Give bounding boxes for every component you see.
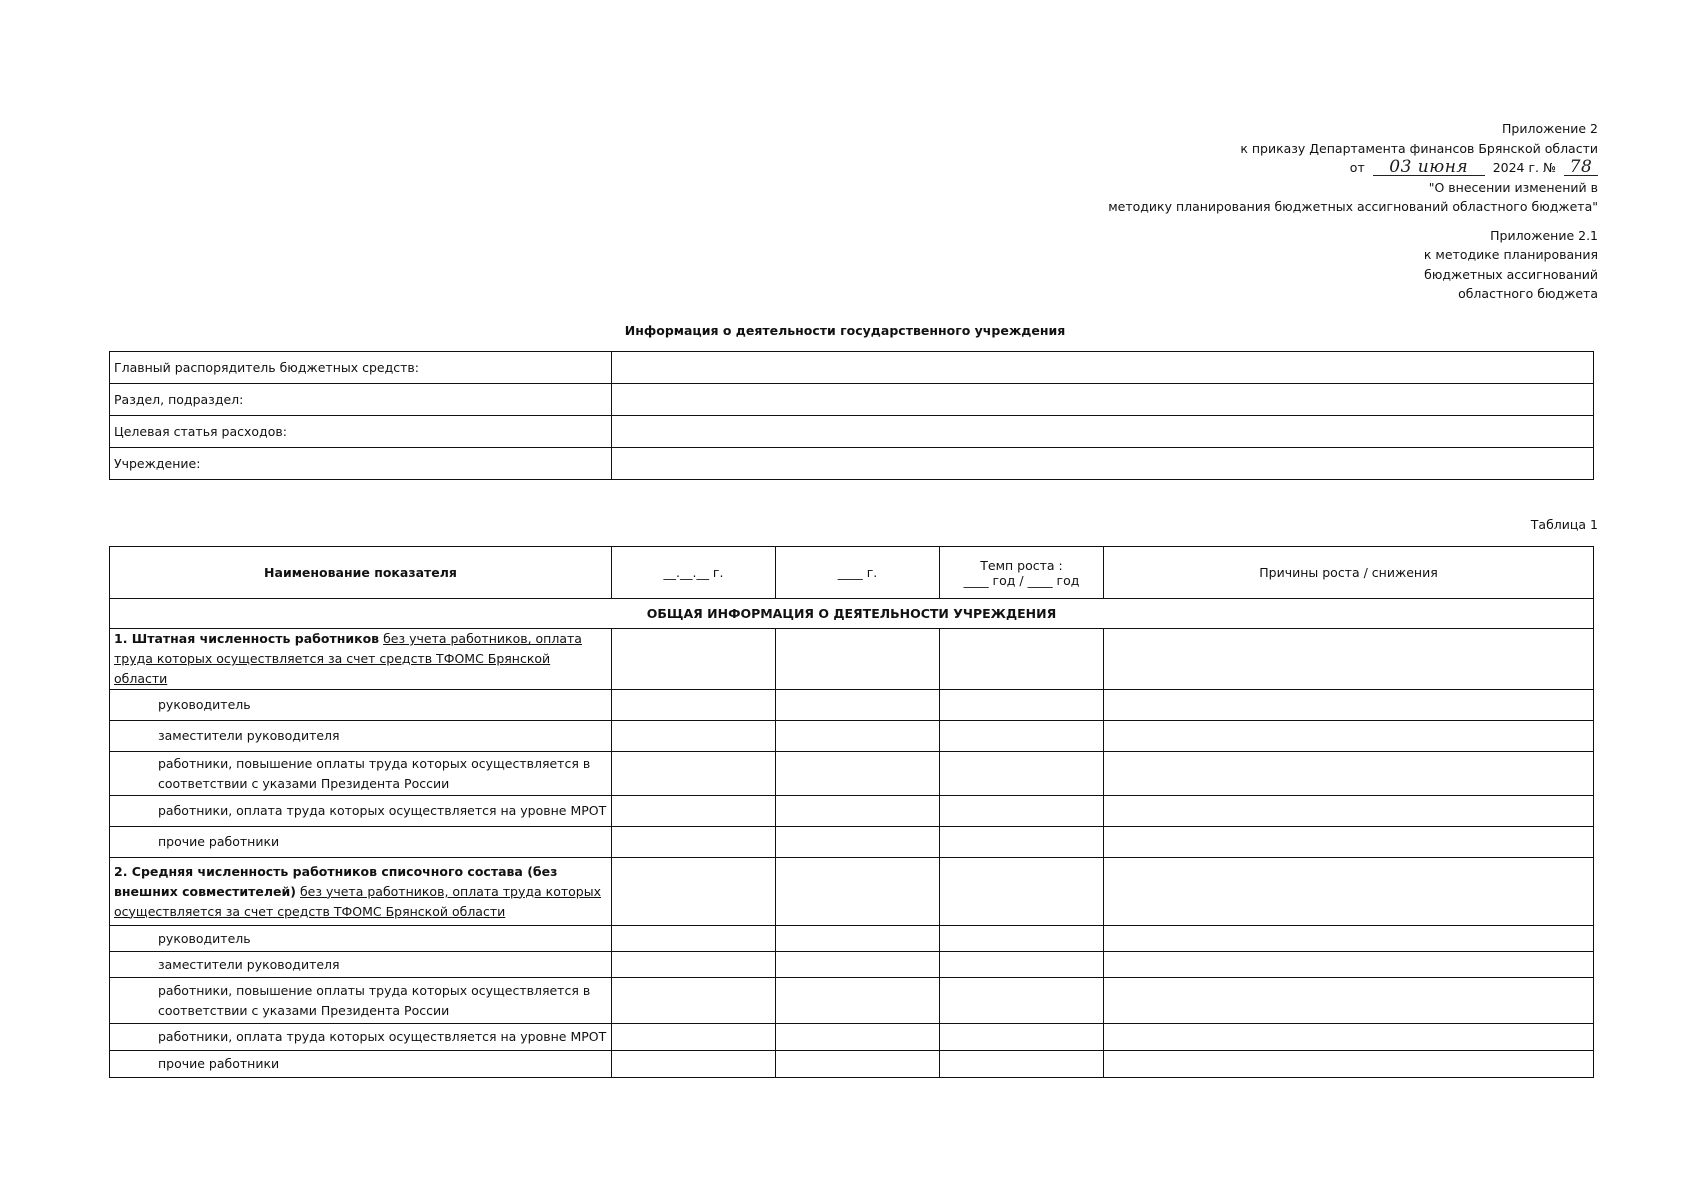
sub-row-label: руководитель (110, 690, 612, 721)
value-cell[interactable] (612, 926, 776, 952)
info-row (110, 416, 1594, 448)
table-row (110, 752, 1594, 796)
value-cell[interactable] (1104, 796, 1594, 827)
value-cell[interactable] (612, 858, 776, 926)
value-cell[interactable] (1104, 827, 1594, 858)
info-table (109, 351, 1594, 480)
value-cell[interactable] (776, 1051, 940, 1078)
growth-rate-years: ____ год / ____ год (963, 572, 1080, 588)
table-row (110, 926, 1594, 952)
group-1-label (110, 629, 612, 690)
table-caption: Таблица 1 (1530, 517, 1598, 532)
table-row (110, 858, 1594, 926)
value-cell[interactable] (1104, 629, 1594, 690)
sub-row-label: прочие работники (110, 827, 612, 858)
value-cell[interactable] (612, 1024, 776, 1051)
group-2-bold: 2. Средняя численность работников списочного состава (без внешних совместителей) (114, 863, 558, 899)
info-label: Целевая статья расходов: (110, 416, 612, 448)
value-cell[interactable] (776, 952, 940, 978)
value-cell[interactable] (612, 796, 776, 827)
date-prefix: от (1349, 160, 1365, 175)
handwritten-date: 03 июня (1373, 159, 1485, 176)
info-label: Раздел, подраздел: (110, 384, 612, 416)
value-cell[interactable] (1104, 952, 1594, 978)
group-2-label (110, 858, 612, 926)
sub-row-label: работники, повышение оплаты труда которых осуществляется в соответствии с указами Президента России (110, 978, 612, 1024)
table-row (110, 629, 1594, 690)
value-cell[interactable] (612, 690, 776, 721)
value-cell[interactable] (940, 721, 1104, 752)
sub-row-label: работники, оплата труда которых осуществляется на уровне МРОТ (110, 1024, 612, 1051)
value-cell[interactable] (612, 952, 776, 978)
info-value-cell[interactable] (612, 352, 1594, 384)
info-row (110, 352, 1594, 384)
section-row (110, 599, 1594, 629)
methodology-line-1: к методике планирования (1423, 247, 1598, 262)
info-value-cell[interactable] (612, 416, 1594, 448)
year-label: 2024 г. № (1492, 160, 1557, 175)
value-cell[interactable] (940, 1051, 1104, 1078)
value-cell[interactable] (612, 978, 776, 1024)
value-cell[interactable] (1104, 978, 1594, 1024)
order-reference: к приказу Департамента финансов Брянской области (1240, 140, 1598, 156)
table-row (110, 827, 1594, 858)
value-cell[interactable] (940, 1024, 1104, 1051)
value-cell[interactable] (776, 752, 940, 796)
sub-row-label: заместители руководителя (110, 721, 612, 752)
subject-line-2: методику планирования бюджетных ассигнований областного бюджета" (1108, 199, 1598, 214)
sub-row-label: работники, оплата труда которых осуществляется на уровне МРОТ (110, 796, 612, 827)
handwritten-number: 78 (1564, 159, 1598, 176)
table-row (110, 796, 1594, 827)
info-label: Учреждение: (110, 448, 612, 480)
value-cell[interactable] (940, 858, 1104, 926)
header-growth-rate (940, 547, 1104, 599)
value-cell[interactable] (1104, 926, 1594, 952)
section-title: ОБЩАЯ ИНФОРМАЦИЯ О ДЕЯТЕЛЬНОСТИ УЧРЕЖДЕНИЯ (110, 599, 1594, 629)
value-cell[interactable] (776, 690, 940, 721)
value-cell[interactable] (940, 926, 1104, 952)
table-row (110, 952, 1594, 978)
header-year-column: ____ г. (776, 547, 940, 599)
appendix-label: Приложение 2 (1502, 121, 1598, 136)
value-cell[interactable] (776, 1024, 940, 1051)
value-cell[interactable] (776, 858, 940, 926)
table-row (110, 978, 1594, 1024)
value-cell[interactable] (940, 827, 1104, 858)
value-cell[interactable] (612, 752, 776, 796)
table-header-row (110, 547, 1594, 599)
methodology-line-2: бюджетных ассигнований (1424, 266, 1598, 282)
value-cell[interactable] (1104, 858, 1594, 926)
value-cell[interactable] (1104, 721, 1594, 752)
sub-row-label: руководитель (110, 926, 612, 952)
value-cell[interactable] (940, 952, 1104, 978)
value-cell[interactable] (940, 629, 1104, 690)
header-block (1108, 119, 1598, 304)
table-row (110, 690, 1594, 721)
methodology-line-3: областного бюджета (1458, 286, 1598, 301)
value-cell[interactable] (776, 926, 940, 952)
value-cell[interactable] (940, 796, 1104, 827)
growth-rate-title: Темп роста : (980, 557, 1063, 573)
value-cell[interactable] (1104, 1024, 1594, 1051)
info-row (110, 384, 1594, 416)
value-cell[interactable] (612, 827, 776, 858)
value-cell[interactable] (776, 978, 940, 1024)
group-1-note: без учета работников, оплата труда которых осуществляется за счет средств ТФОМС Брянской области (114, 631, 582, 686)
table-row (110, 1051, 1594, 1078)
value-cell[interactable] (776, 721, 940, 752)
group-1-bold: 1. Штатная численность работников (114, 631, 380, 646)
table-row (110, 721, 1594, 752)
appendix-2-1-label: Приложение 2.1 (1490, 227, 1598, 243)
order-date-line (1108, 158, 1598, 178)
value-cell[interactable] (940, 690, 1104, 721)
document-title: Информация о деятельности государственного учреждения (624, 323, 1066, 338)
group-2-note: без учета работников, оплата труда которых осуществляется за счет средств ТФОМС Брянской области (114, 883, 601, 919)
value-cell[interactable] (940, 752, 1104, 796)
info-value-cell[interactable] (612, 384, 1594, 416)
header-indicator-name: Наименование показателя (110, 547, 612, 599)
value-cell[interactable] (776, 827, 940, 858)
info-label: Главный распорядитель бюджетных средств: (110, 352, 612, 384)
value-cell[interactable] (612, 721, 776, 752)
sub-row-label: работники, повышение оплаты труда которых осуществляется в соответствии с указами Президента России (110, 752, 612, 796)
value-cell[interactable] (612, 1051, 776, 1078)
indicators-table (109, 546, 1594, 1078)
value-cell[interactable] (776, 796, 940, 827)
info-value-cell[interactable] (612, 448, 1594, 480)
value-cell[interactable] (1104, 752, 1594, 796)
value-cell[interactable] (1104, 1051, 1594, 1078)
sub-row-label: прочие работники (110, 1051, 612, 1078)
info-row (110, 448, 1594, 480)
sub-row-label: заместители руководителя (110, 952, 612, 978)
value-cell[interactable] (940, 978, 1104, 1024)
header-date-column: __.__.__ г. (612, 547, 776, 599)
table-row (110, 1024, 1594, 1051)
value-cell[interactable] (612, 629, 776, 690)
header-reasons: Причины роста / снижения (1104, 547, 1594, 599)
subject-line-1: "О внесении изменений в (1428, 179, 1598, 195)
value-cell[interactable] (776, 629, 940, 690)
value-cell[interactable] (1104, 690, 1594, 721)
